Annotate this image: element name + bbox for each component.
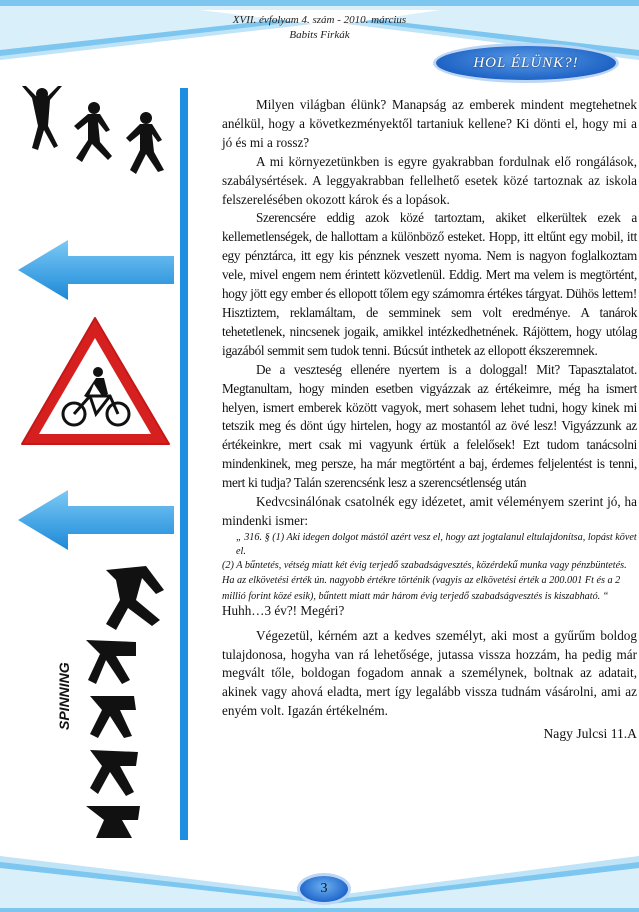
spinning-silhouettes-icon: [76, 560, 172, 840]
publication-name: Babits Firkák: [289, 29, 350, 41]
article-paragraph: Szerencsére eddig azok közé tartoztam, akiket elkerültek ezek a kellemetlenségek, de hallottam a különböző esteket. Hopp, itt eltűnt egy mobil, itt egy pénztárca, itt egy kis pénznek veszett nyoma. Nem is nagyon foglalkoztam vele, mivel engem nem érintett közvetlenül. Eddig. Mert ma velem is megtörtént, hogy jött egy ember és ellopott tőlem egy számomra értékes tárgyat. Dühös lettem! Hisztiztem, reklamáltam, de semminek sem volt eredménye. A tanárok tehetetlenek, nincsenek jogaik, amikkel intézkedhetnének. Rájöttem, hogy utólag igazából semmit sem tudok tenni. Búcsút inthetek az ellopott ékszeremnek.: [222, 210, 637, 358]
article-paragraph: Milyen világban élünk? Manapság az emberek mindent megtehetnek anélkül, hogy a következményektől tartaniuk kellene? Ki dönti el, hogy mi a jó és mi a rossz?: [222, 97, 637, 150]
issue-line: XVII. évfolyam 4. szám - 2010. március: [232, 14, 407, 26]
article-paragraph: De a veszteség ellenére nyertem is a dologgal! Mit? Tapasztalatot. Megtanultam, hogy minden esetben vigyázzak az értékeimre, még ha ismert helyen, ismert emberek között vagyok, mert sohasem lehet tudni, hogy kinek mi tetszik meg és dönt úgy hirtelen, hogy az mostantól az övé lesz! Vigyázzunk az értékeinkre, mert csak mi vagyunk értük a felelősek! Ezt tudom tanácsolni mindenkinek, meg persze, ha már megtörtént a baj, érdemes feljelentést is tenni, mert ki tudja? Talán szerencsénk lesz a szerencsétlenség után: [222, 361, 637, 491]
runners-icon: [18, 86, 168, 181]
article-paragraph: Kedvcsinálónak csatolnék egy idézetet, amit véleményem szerint jó, ha mindenki ismer:: [222, 494, 637, 528]
bicycle-warning-sign-icon: [18, 314, 173, 449]
closing-paragraph: Végezetül, kérném azt a kedves személyt, aki most a gyűrűm boldog tulajdonosa, hogyha van rá lehetősége, jutassa vissza hozzám, ha pedig már megvált tőle, boldogan fogadom annak a személynek, boltnak az adatait, akinek vagy ahová eladta, mert így legalább vissza tudnám vásárolni, ami az enyém volt. Igazán értékelném.: [222, 627, 637, 719]
law-quote: [222, 531, 637, 621]
quote-line: „ 316. § (1) Aki idegen dolgot mástól azért vesz el, hogy azt jogtalanul eltulajdonítsa, lopást követ el.: [236, 531, 637, 558]
quote-line-text: Ha az elkövetési érték ún. nagyobb értékre történik (vagyis az elkövetési érték a 200.001 Ft és a 2 millió forint közé esik), bűntett miatt már három évig terjedő szabadságvesztés is kiszabható. “: [222, 574, 621, 603]
author-signature: Nagy Julcsi 11.A: [543, 726, 637, 742]
quote-tail: Huhh…3 év?! Megéri?: [222, 603, 345, 619]
page-number: 3: [300, 876, 348, 902]
article-body: [222, 96, 637, 744]
arrow-left-icon: [16, 488, 176, 552]
section-badge: [436, 46, 616, 80]
arrow-left-icon: [16, 238, 176, 302]
vertical-accent-bar: [180, 88, 188, 840]
section-title: HOL ÉLÜNK?!: [473, 54, 579, 71]
quote-line: (2) A bűntetés, vétség miatt két évig terjedő szabadságvesztés, közérdekű munka vagy pénzbüntetés.: [222, 560, 627, 572]
article-paragraph: A mi környezetünkben is egyre gyakrabban fordulnak elő rongálások, szabálysértések. A leggyakrabban fellelhető esetek közé tartoznak az iskola felszerelésében okozott károk és a lopások.: [222, 153, 637, 207]
quote-line: [222, 574, 637, 621]
spinning-label: SPINNING: [56, 662, 72, 730]
